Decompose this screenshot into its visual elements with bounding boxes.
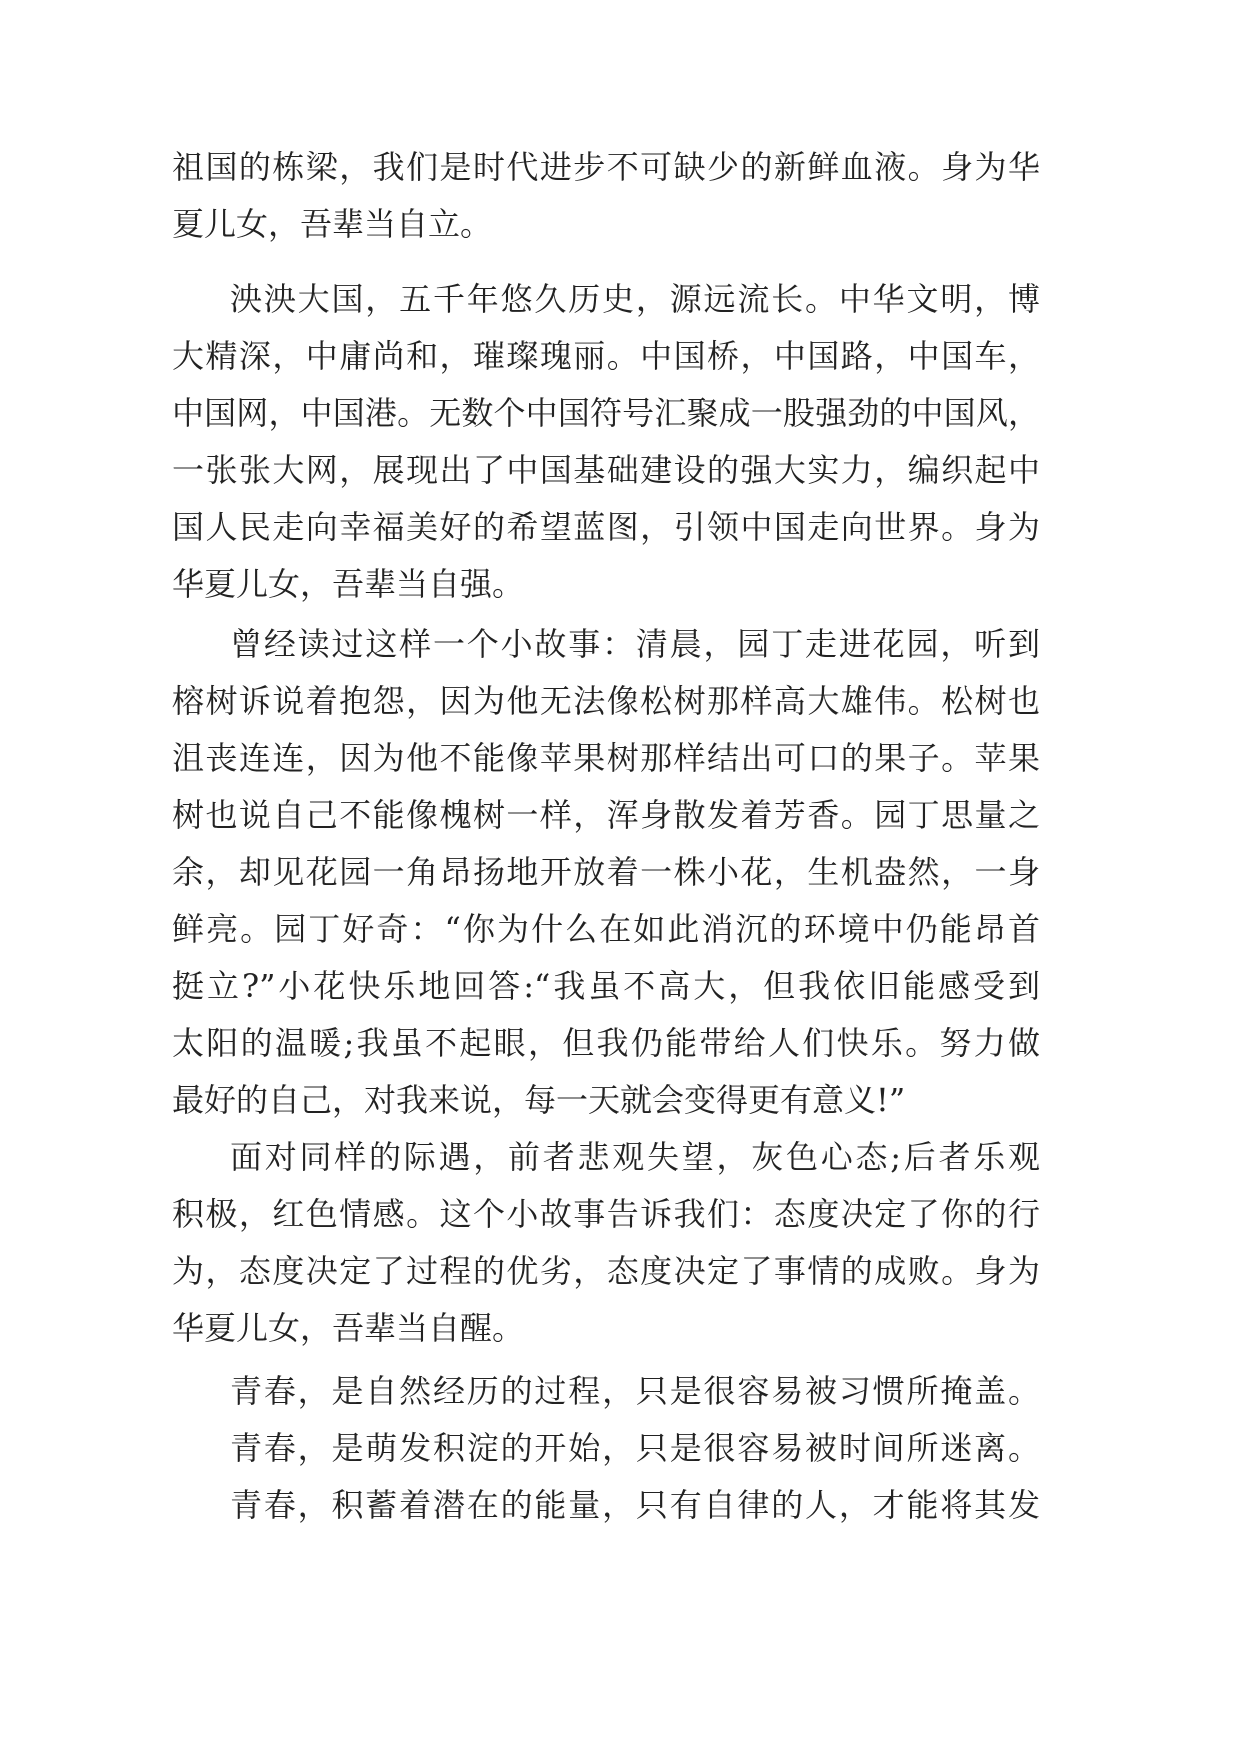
paragraph xyxy=(172,271,1040,613)
text-line: 沮丧连连，因为他不能像苹果树那样结出可口的果子。苹果 xyxy=(172,739,1040,777)
text-line: 夏儿女，吾辈当自立。 xyxy=(172,205,493,243)
text-line: 鲜亮。园丁好奇：“你为什么在如此消沉的环境中仍能昂首 xyxy=(172,910,1040,948)
paragraph xyxy=(172,1420,1040,1477)
text-line: 为，态度决定了过程的优劣，态度决定了事情的成败。身为 xyxy=(172,1252,1040,1290)
text-line: 积极，红色情感。这个小故事告诉我们：态度决定了你的行 xyxy=(172,1195,1040,1233)
text-line: 一张张大网，展现出了中国基础建设的强大实力，编织起中 xyxy=(172,451,1040,489)
text-line: 祖国的栋梁，我们是时代进步不可缺少的新鲜血液。身为华 xyxy=(172,148,1040,186)
text-line: 面对同样的际遇，前者悲观失望，灰色心态;后者乐观 xyxy=(230,1138,1040,1176)
paragraph xyxy=(172,1477,1040,1534)
text-line: 国人民走向幸福美好的希望蓝图，引领中国走向世界。身为 xyxy=(172,508,1040,546)
text-line: 最好的自己，对我来说，每一天就会变得更有意义!” xyxy=(172,1081,906,1119)
paragraph xyxy=(172,1363,1040,1420)
text-line: 青春，是萌发积淀的开始，只是很容易被时间所迷离。 xyxy=(230,1429,1040,1467)
text-line: 太阳的温暖;我虽不起眼，但我仍能带给人们快乐。努力做 xyxy=(172,1024,1040,1062)
text-line: 曾经读过这样一个小故事：清晨，园丁走进花园，听到 xyxy=(230,625,1040,663)
paragraph xyxy=(172,616,1040,1129)
text-line: 华夏儿女，吾辈当自醒。 xyxy=(172,1309,525,1347)
paragraph xyxy=(172,1129,1040,1357)
paragraph xyxy=(172,139,1040,253)
body-text xyxy=(172,139,1040,1534)
text-line: 树也说自己不能像槐树一样，浑身散发着芳香。园丁思量之 xyxy=(172,796,1040,834)
text-line: 挺立?”小花快乐地回答:“我虽不高大，但我依旧能感受到 xyxy=(172,967,1040,1005)
text-line: 青春，是自然经历的过程，只是很容易被习惯所掩盖。 xyxy=(230,1372,1040,1410)
text-line: 大精深，中庸尚和，璀璨瑰丽。中国桥，中国路，中国车， xyxy=(172,337,1040,375)
text-line: 青春，积蓄着潜在的能量，只有自律的人，才能将其发 xyxy=(230,1486,1040,1524)
text-line: 华夏儿女，吾辈当自强。 xyxy=(172,565,525,603)
text-line: 余，却见花园一角昂扬地开放着一株小花，生机盎然，一身 xyxy=(172,853,1040,891)
text-line: 中国网，中国港。无数个中国符号汇聚成一股强劲的中国风， xyxy=(172,394,1040,432)
text-line: 榕树诉说着抱怨，因为他无法像松树那样高大雄伟。松树也 xyxy=(172,682,1040,720)
text-line: 泱泱大国，五千年悠久历史，源远流长。中华文明，博 xyxy=(230,280,1040,318)
